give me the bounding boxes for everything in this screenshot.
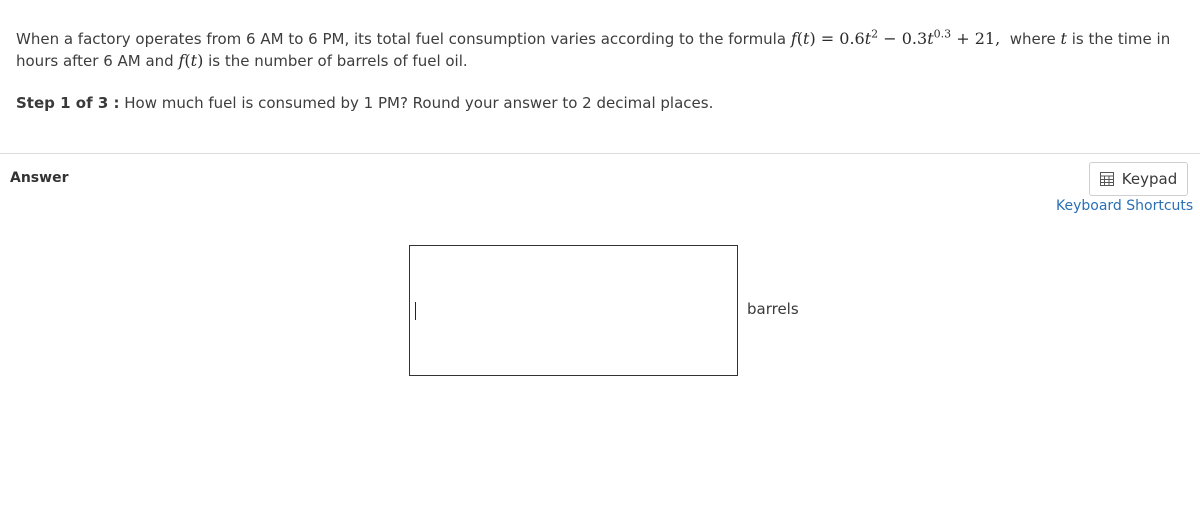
formula-coef-1: 0.6 <box>839 29 865 48</box>
step-label: Step 1 of 3 : <box>16 94 120 112</box>
step-prompt <box>16 94 713 112</box>
problem-text-end: is the number of barrels of fuel oil. <box>203 52 468 70</box>
formula-var-2: t <box>927 29 934 48</box>
problem-statement <box>16 28 1186 72</box>
answer-label: Answer <box>10 170 69 186</box>
formula-var: t <box>803 29 810 48</box>
keyboard-shortcuts-link[interactable]: Keyboard Shortcuts <box>1056 198 1194 214</box>
answer-input[interactable] <box>409 245 738 376</box>
var-t: t <box>1060 29 1067 48</box>
formula: $f(t) = 0.6t^2 - 0.3t^{0.3} + 21$, <box>790 27 1001 48</box>
keypad-label: Keypad <box>1121 170 1178 188</box>
fn-ref-name: f <box>178 51 185 70</box>
formula-exp-1: 2 <box>871 27 879 41</box>
formula-const: 21 <box>974 29 996 48</box>
text-cursor <box>415 302 416 320</box>
formula-coef-2: 0.3 <box>901 29 928 48</box>
problem-text-where: where <box>1009 30 1061 48</box>
problem-text-intro: When a factory operates from 6 AM to 6 PM, its total fuel consumption varies according to the formula <box>16 30 791 48</box>
keypad-button[interactable] <box>1089 162 1188 196</box>
fn-ref: f(t) <box>178 51 204 70</box>
formula-exp-2: 0.3 <box>933 27 952 41</box>
problem-text-mid: is the time in hours after 6 AM and <box>16 30 1171 70</box>
answer-unit: barrels <box>747 300 799 318</box>
formula-var-1: t <box>864 29 872 48</box>
formula-fn: f <box>790 29 797 48</box>
section-divider <box>0 153 1200 154</box>
keypad-icon <box>1100 172 1114 186</box>
step-question: How much fuel is consumed by 1 PM? Round your answer to 2 decimal places. <box>124 94 714 112</box>
fn-ref-var: t <box>190 51 198 70</box>
